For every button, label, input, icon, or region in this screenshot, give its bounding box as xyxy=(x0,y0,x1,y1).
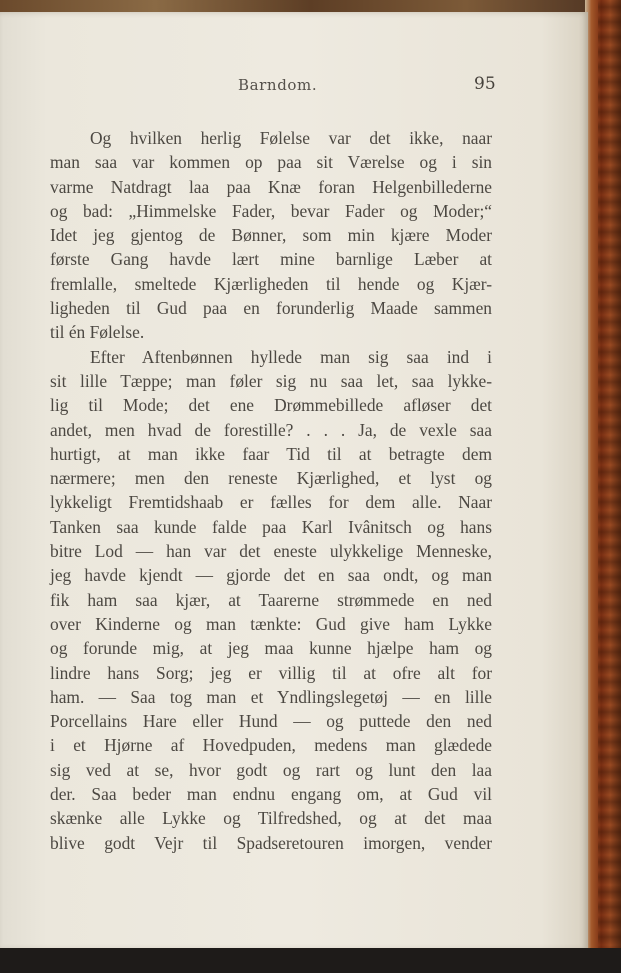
text-line: Porcellains Hare eller Hund — og puttede den ned xyxy=(50,711,492,732)
text-line: første Gang havde lært mine barnlige Læber at xyxy=(50,249,492,270)
text-line: Efter Aftenbønnen hyllede man sig saa ind i xyxy=(90,346,492,367)
text-line: bitre Lod — han var det eneste ulykkelige Menneske, xyxy=(50,541,492,562)
text-line: sit lille Tæppe; man føler sig nu saa let, saa lykke- xyxy=(50,370,492,391)
text-line: lig til Mode; det ene Drømmebillede afløser det xyxy=(50,395,492,416)
book-page xyxy=(0,12,588,950)
text-line: over Kinderne og man tænkte: Gud give ham Lykke xyxy=(50,613,492,634)
text-line: og forunde mig, at jeg maa kunne hjælpe ham og xyxy=(50,638,492,659)
text-line: ham. — Saa tog man et Yndlingslegetøj — en lille xyxy=(50,686,492,707)
text-line: man saa var kommen op paa sit Værelse og i sin xyxy=(50,152,492,173)
bottom-edge xyxy=(0,948,621,973)
text-line: Tanken saa kunde falde paa Karl Ivânitsch og hans xyxy=(50,516,492,537)
text-line: blive godt Vejr til Spadseretouren imorgen, vender xyxy=(50,832,492,853)
running-head xyxy=(0,76,588,100)
text-line: Idet jeg gjentog de Bønner, som min kjære Moder xyxy=(50,225,492,246)
text-line: og bad: „Himmelske Fader, bevar Fader og Moder;“ xyxy=(50,200,492,221)
running-title: Barndom. xyxy=(238,76,318,94)
text-line: jeg havde kjendt — gjorde det en saa ondt, og man xyxy=(50,565,492,586)
text-line: fremlalle, smeltede Kjærligheden til hende og Kjær- xyxy=(50,273,492,294)
text-line: fik ham saa kjær, at Taarerne strømmede en ned xyxy=(50,589,492,610)
text-line: i et Hjørne af Hovedpuden, medens man glædede xyxy=(50,735,492,756)
text-line: nærmere; men den reneste Kjærlighed, et lyst og xyxy=(50,468,492,489)
page-number: 95 xyxy=(474,74,496,94)
text-line: til én Følelse. xyxy=(50,322,145,343)
text-line: varme Natdragt laa paa Knæ foran Helgenbillederne xyxy=(50,176,492,197)
text-line: ligheden til Gud paa en forunderlig Maade sammen xyxy=(50,298,492,319)
text-line: lykkeligt Fremtidshaab er fælles for dem alle. Naar xyxy=(50,492,492,513)
text-line: skænke alle Lykke og Tilfredshed, og at det maa xyxy=(50,808,492,829)
text-line: andet, men hvad de forestille? . . . Ja, de vexle saa xyxy=(50,419,492,440)
text-line: Og hvilken herlig Følelse var det ikke, naar xyxy=(90,128,492,148)
binding-texture xyxy=(598,0,621,960)
text-line: sig ved at se, hvor godt og rart og lunt den laa xyxy=(50,759,492,780)
body-text xyxy=(50,126,492,855)
text-line: hurtigt, at man ikke faar Tid til at betragte dem xyxy=(50,443,492,464)
text-line: lindre hans Sorg; jeg er villig til at ofre alt for xyxy=(50,662,492,683)
text-line: der. Saa beder man endnu engang om, at Gud vil xyxy=(50,784,492,805)
